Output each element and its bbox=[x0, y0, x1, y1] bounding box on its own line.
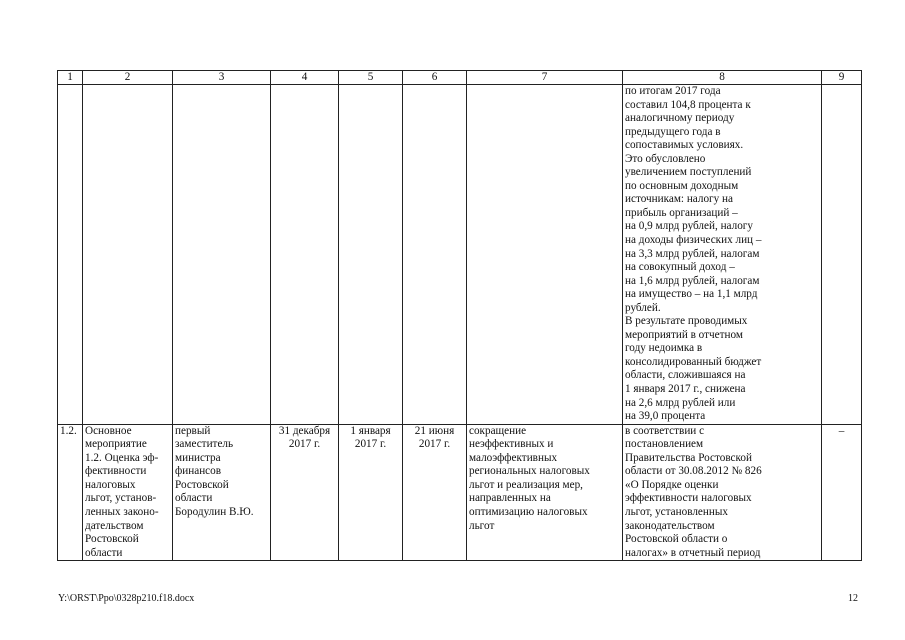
text-line: области, сложившаяся на bbox=[625, 369, 746, 382]
text-line: налоговых bbox=[85, 478, 136, 491]
text-line: на доходы физических лиц – bbox=[625, 234, 762, 247]
text-line: законодательством bbox=[625, 519, 715, 532]
report-table bbox=[57, 70, 862, 561]
text-line: Правительства Ростовской bbox=[625, 451, 752, 464]
table-cell bbox=[173, 85, 271, 425]
text-line: на 39,0 процента bbox=[625, 410, 706, 423]
text-line: В результате проводимых bbox=[625, 315, 748, 328]
text-line: прибыль организаций – bbox=[625, 206, 738, 219]
text-line: «О Порядке оценки bbox=[625, 478, 719, 491]
text-line: 1 января bbox=[350, 424, 391, 437]
text-line: на 1,6 млрд рублей, налогам bbox=[625, 274, 760, 287]
text-line: на 3,3 млрд рублей, налогам bbox=[625, 247, 760, 260]
text-line: области bbox=[85, 546, 123, 559]
text-line: постановлением bbox=[625, 438, 704, 451]
text-line: на 0,9 млрд рублей, налогу bbox=[625, 220, 753, 233]
problems-cell: – bbox=[822, 424, 862, 560]
text-line: сопоставимых условиях. bbox=[625, 139, 744, 152]
text-line: 2017 г. bbox=[354, 438, 387, 451]
text-line: на 2,6 млрд рублей или bbox=[625, 396, 736, 409]
text-line: льгот, установленных bbox=[625, 505, 728, 518]
planned-end-date-cell bbox=[271, 424, 339, 560]
continuation-row bbox=[58, 85, 862, 425]
text-line: малоэффективных bbox=[469, 451, 558, 464]
header-cell: 9 bbox=[822, 71, 862, 85]
text-line: по основным доходным bbox=[625, 179, 739, 192]
text-line: налогах» в отчетный период bbox=[625, 546, 761, 559]
text-line: в соответствии с bbox=[625, 424, 705, 437]
text-line: составил 104,8 процента к bbox=[625, 98, 751, 111]
text-line: году недоимка в bbox=[625, 342, 703, 355]
text-line: мероприятие bbox=[85, 438, 147, 451]
text-line: первый bbox=[175, 424, 211, 437]
page-number: 12 bbox=[848, 593, 858, 604]
text-line: 1.2. Оценка эф- bbox=[85, 451, 159, 464]
text-line: рублей. bbox=[625, 301, 661, 314]
header-cell: 4 bbox=[271, 71, 339, 85]
text-line: Это обусловлено bbox=[625, 152, 706, 165]
text-line: финансов bbox=[175, 465, 222, 478]
text-line: аналогичному периоду bbox=[625, 112, 735, 125]
actual-result-cell bbox=[623, 424, 822, 560]
text-line: фективности bbox=[85, 465, 147, 478]
text-line: региональных налоговых bbox=[469, 465, 590, 478]
text-line: предыдущего года в bbox=[625, 125, 721, 138]
text-line: льгот и реализация мер, bbox=[469, 478, 583, 491]
text-line: направленных на bbox=[469, 492, 551, 505]
text-line: Основное bbox=[85, 424, 132, 437]
table-cell bbox=[403, 85, 467, 425]
table-cell bbox=[83, 85, 173, 425]
table-cell bbox=[467, 85, 623, 425]
text-line: 21 июня bbox=[414, 424, 455, 437]
row-number: 1.2. bbox=[58, 424, 83, 560]
text-line: льгот bbox=[469, 519, 495, 532]
table-cell bbox=[271, 85, 339, 425]
text-line: 2017 г. bbox=[288, 438, 321, 451]
text-line: сокращение bbox=[469, 424, 527, 437]
header-cell: 8 bbox=[623, 71, 822, 85]
result-text-cell bbox=[623, 85, 822, 425]
text-line: Ростовской bbox=[85, 533, 139, 546]
text-line: источникам: налогу на bbox=[625, 193, 733, 206]
header-cell: 1 bbox=[58, 71, 83, 85]
text-line: ленных законо- bbox=[85, 505, 159, 518]
text-line: заместитель bbox=[175, 438, 234, 451]
text-line: Бородулин В.Ю. bbox=[175, 505, 254, 518]
file-path: Y:\ORST\Ppo\0328p210.f18.docx bbox=[58, 593, 195, 604]
text-line: министра bbox=[175, 451, 221, 464]
text-line: на имущество – на 1,1 млрд bbox=[625, 288, 758, 301]
actual-start-date-cell bbox=[339, 424, 403, 560]
header-cell: 5 bbox=[339, 71, 403, 85]
text-line: 2017 г. bbox=[418, 438, 451, 451]
text-line: области от 30.08.2012 № 826 bbox=[625, 465, 762, 478]
text-line: по итогам 2017 года bbox=[625, 85, 721, 97]
row-1-2 bbox=[58, 424, 862, 560]
table-cell bbox=[58, 85, 83, 425]
actual-end-date-cell bbox=[403, 424, 467, 560]
text-line: Ростовской области о bbox=[625, 533, 728, 546]
header-cell: 6 bbox=[403, 71, 467, 85]
text-line: увеличением поступлений bbox=[625, 166, 752, 179]
text-line: неэффективных и bbox=[469, 438, 554, 451]
expected-result-cell bbox=[467, 424, 623, 560]
header-row bbox=[58, 71, 862, 85]
text-line: на совокупный доход – bbox=[625, 261, 735, 274]
measure-name-cell bbox=[83, 424, 173, 560]
header-cell: 7 bbox=[467, 71, 623, 85]
text-line: области bbox=[175, 492, 213, 505]
text-line: эффективности налоговых bbox=[625, 492, 752, 505]
text-line: консолидированный бюджет bbox=[625, 355, 762, 368]
text-line: 1 января 2017 г., снижена bbox=[625, 383, 746, 396]
responsible-cell bbox=[173, 424, 271, 560]
table-cell bbox=[339, 85, 403, 425]
table-cell bbox=[822, 85, 862, 425]
text-line: 31 декабря bbox=[278, 424, 331, 437]
text-line: Ростовской bbox=[175, 478, 229, 491]
text-line: дательством bbox=[85, 519, 144, 532]
header-cell: 2 bbox=[83, 71, 173, 85]
text-line: оптимизацию налоговых bbox=[469, 505, 588, 518]
text-line: мероприятий в отчетном bbox=[625, 328, 743, 341]
text-line: льгот, установ- bbox=[85, 492, 157, 505]
header-cell: 3 bbox=[173, 71, 271, 85]
